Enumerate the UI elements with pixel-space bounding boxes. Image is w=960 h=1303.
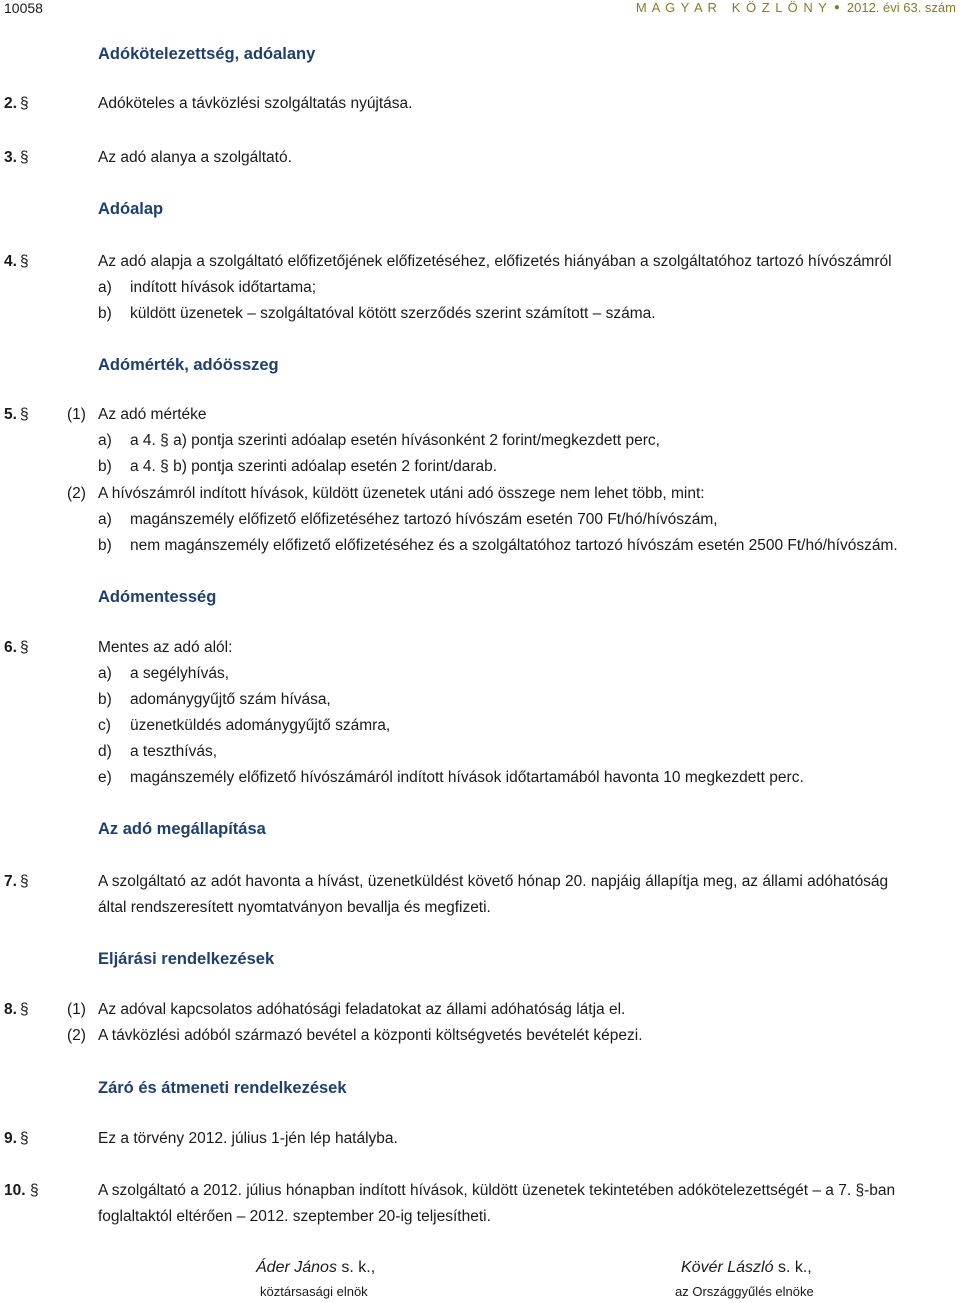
subsection-number: (2) [67,485,86,502]
item-text: a 4. § a) pontja szerinti adóalap esetén hívásonként 2 forint/megkezdett perc, [130,432,660,449]
section-number: 6. [4,639,17,656]
section-text: által rendszeresített nyomtatványon bevallja és megfizeti. [98,899,491,916]
item-label: a) [98,432,112,449]
issue-label: 2012. évi 63. szám [846,0,956,15]
page-header [0,0,960,20]
section-text: A szolgáltató az adót havonta a hívást, üzenetküldést követő hónap 20. napjáig állapítja meg, az állami adóhatóság [98,873,889,890]
subsection-text: Az adó mértéke [98,406,207,423]
section-text: Mentes az adó alól: [98,639,233,656]
heading-tax-base: Adóalap [98,200,164,218]
page-number: 10058 [4,0,43,16]
signature-left-title: köztársasági elnök [260,1284,368,1299]
journal-title [636,0,956,15]
signature-left-name [256,1259,375,1277]
item-label: d) [98,743,112,760]
item-label: b) [98,305,112,322]
paragraph-sign: § [20,639,29,656]
section-text: Az adó alanya a szolgáltató. [98,149,292,166]
paragraph-sign: § [20,1001,29,1018]
section-number: 10. [4,1182,26,1199]
heading-tax-rate: Adómérték, adóösszeg [98,356,279,374]
section-text: Az adó alapja a szolgáltató előfizetőjének előfizetéséhez, előfizetés hiányában a szolgáltatóhoz tartozó hívószámról [98,253,892,270]
paragraph-sign: § [20,406,29,423]
heading-tax-liability: Adókötelezettség, adóalany [98,45,316,63]
heading-procedural: Eljárási rendelkezések [98,950,275,968]
item-text: nem magánszemély előfizető előfizetéséhez és a szolgáltatóhoz tartozó hívószám esetén 2500 Ft/hó/hívószám. [130,537,898,554]
item-text: indított hívások időtartama; [130,279,317,296]
section-number: 3. [4,149,17,166]
subsection-text: Az adóval kapcsolatos adóhatósági feladatokat az állami adóhatóság látja el. [98,1001,626,1018]
section-number: 5. [4,406,17,423]
signature-right-title: az Országgyűlés elnöke [675,1284,814,1299]
item-label: a) [98,511,112,528]
subsection-number: (1) [67,1001,86,1018]
section-number: 9. [4,1130,17,1147]
subsection-number: (1) [67,406,86,423]
signatory-suffix: s. k., [336,1259,376,1276]
section-number: 7. [4,873,17,890]
item-text: a 4. § b) pontja szerinti adóalap esetén 2 forint/darab. [130,458,498,475]
section-text: Adóköteles a távközlési szolgáltatás nyújtása. [98,95,413,112]
paragraph-sign: § [20,253,29,270]
item-text: üzenetküldés adománygyűjtő számra, [130,717,391,734]
item-text: küldött üzenetek – szolgáltatóval kötött szerződés szerint számított – száma. [130,305,656,322]
paragraph-sign: § [20,149,29,166]
item-label: b) [98,458,112,475]
heading-final-provisions: Záró és átmeneti rendelkezések [98,1079,347,1097]
bullet-icon: ● [833,2,841,13]
signatory-name: Kövér László [681,1259,774,1276]
paragraph-sign: § [30,1182,39,1199]
subsection-text: A hívószámról indított hívások, küldött üzenetek utáni adó összege nem lehet több, mint: [98,485,705,502]
heading-exemption: Adómentesség [98,588,217,606]
subsection-number: (2) [67,1027,86,1044]
signatory-suffix: s. k., [773,1259,812,1276]
heading-tax-assessment: Az adó megállapítása [98,820,266,838]
signatory-name: Áder János [256,1259,337,1276]
item-label: c) [98,717,111,734]
item-text: magánszemély előfizető előfizetéséhez tartozó hívószám esetén 700 Ft/hó/hívószám, [130,511,718,528]
section-text: A szolgáltató a 2012. július hónapban indított hívások, küldött üzenetek tekintetében adókötelezettségét – a 7. §-ban [98,1182,896,1199]
subsection-text: A távközlési adóból származó bevétel a központi költségvetés bevételét képezi. [98,1027,643,1044]
signature-right-name [681,1259,812,1277]
item-label: b) [98,691,112,708]
paragraph-sign: § [20,873,29,890]
section-text: Ez a törvény 2012. július 1-jén lép hatályba. [98,1130,398,1147]
section-number: 8. [4,1001,17,1018]
item-text: magánszemély előfizető hívószámáról indított hívások időtartamából havonta 10 megkezdett perc. [130,769,804,786]
item-label: a) [98,665,112,682]
paragraph-sign: § [20,95,29,112]
section-number: 4. [4,253,17,270]
item-label: e) [98,769,112,786]
paragraph-sign: § [20,1130,29,1147]
item-text: a teszthívás, [130,743,218,760]
item-label: a) [98,279,112,296]
section-text: foglaltaktól eltérően – 2012. szeptember 20-ig teljesítheti. [98,1208,491,1225]
item-label: b) [98,537,112,554]
item-text: a segélyhívás, [130,665,230,682]
item-text: adománygyűjtő szám hívása, [130,691,331,708]
journal-name: M A G Y A R K Ö Z L Ö N Y [635,0,828,15]
section-number: 2. [4,95,17,112]
